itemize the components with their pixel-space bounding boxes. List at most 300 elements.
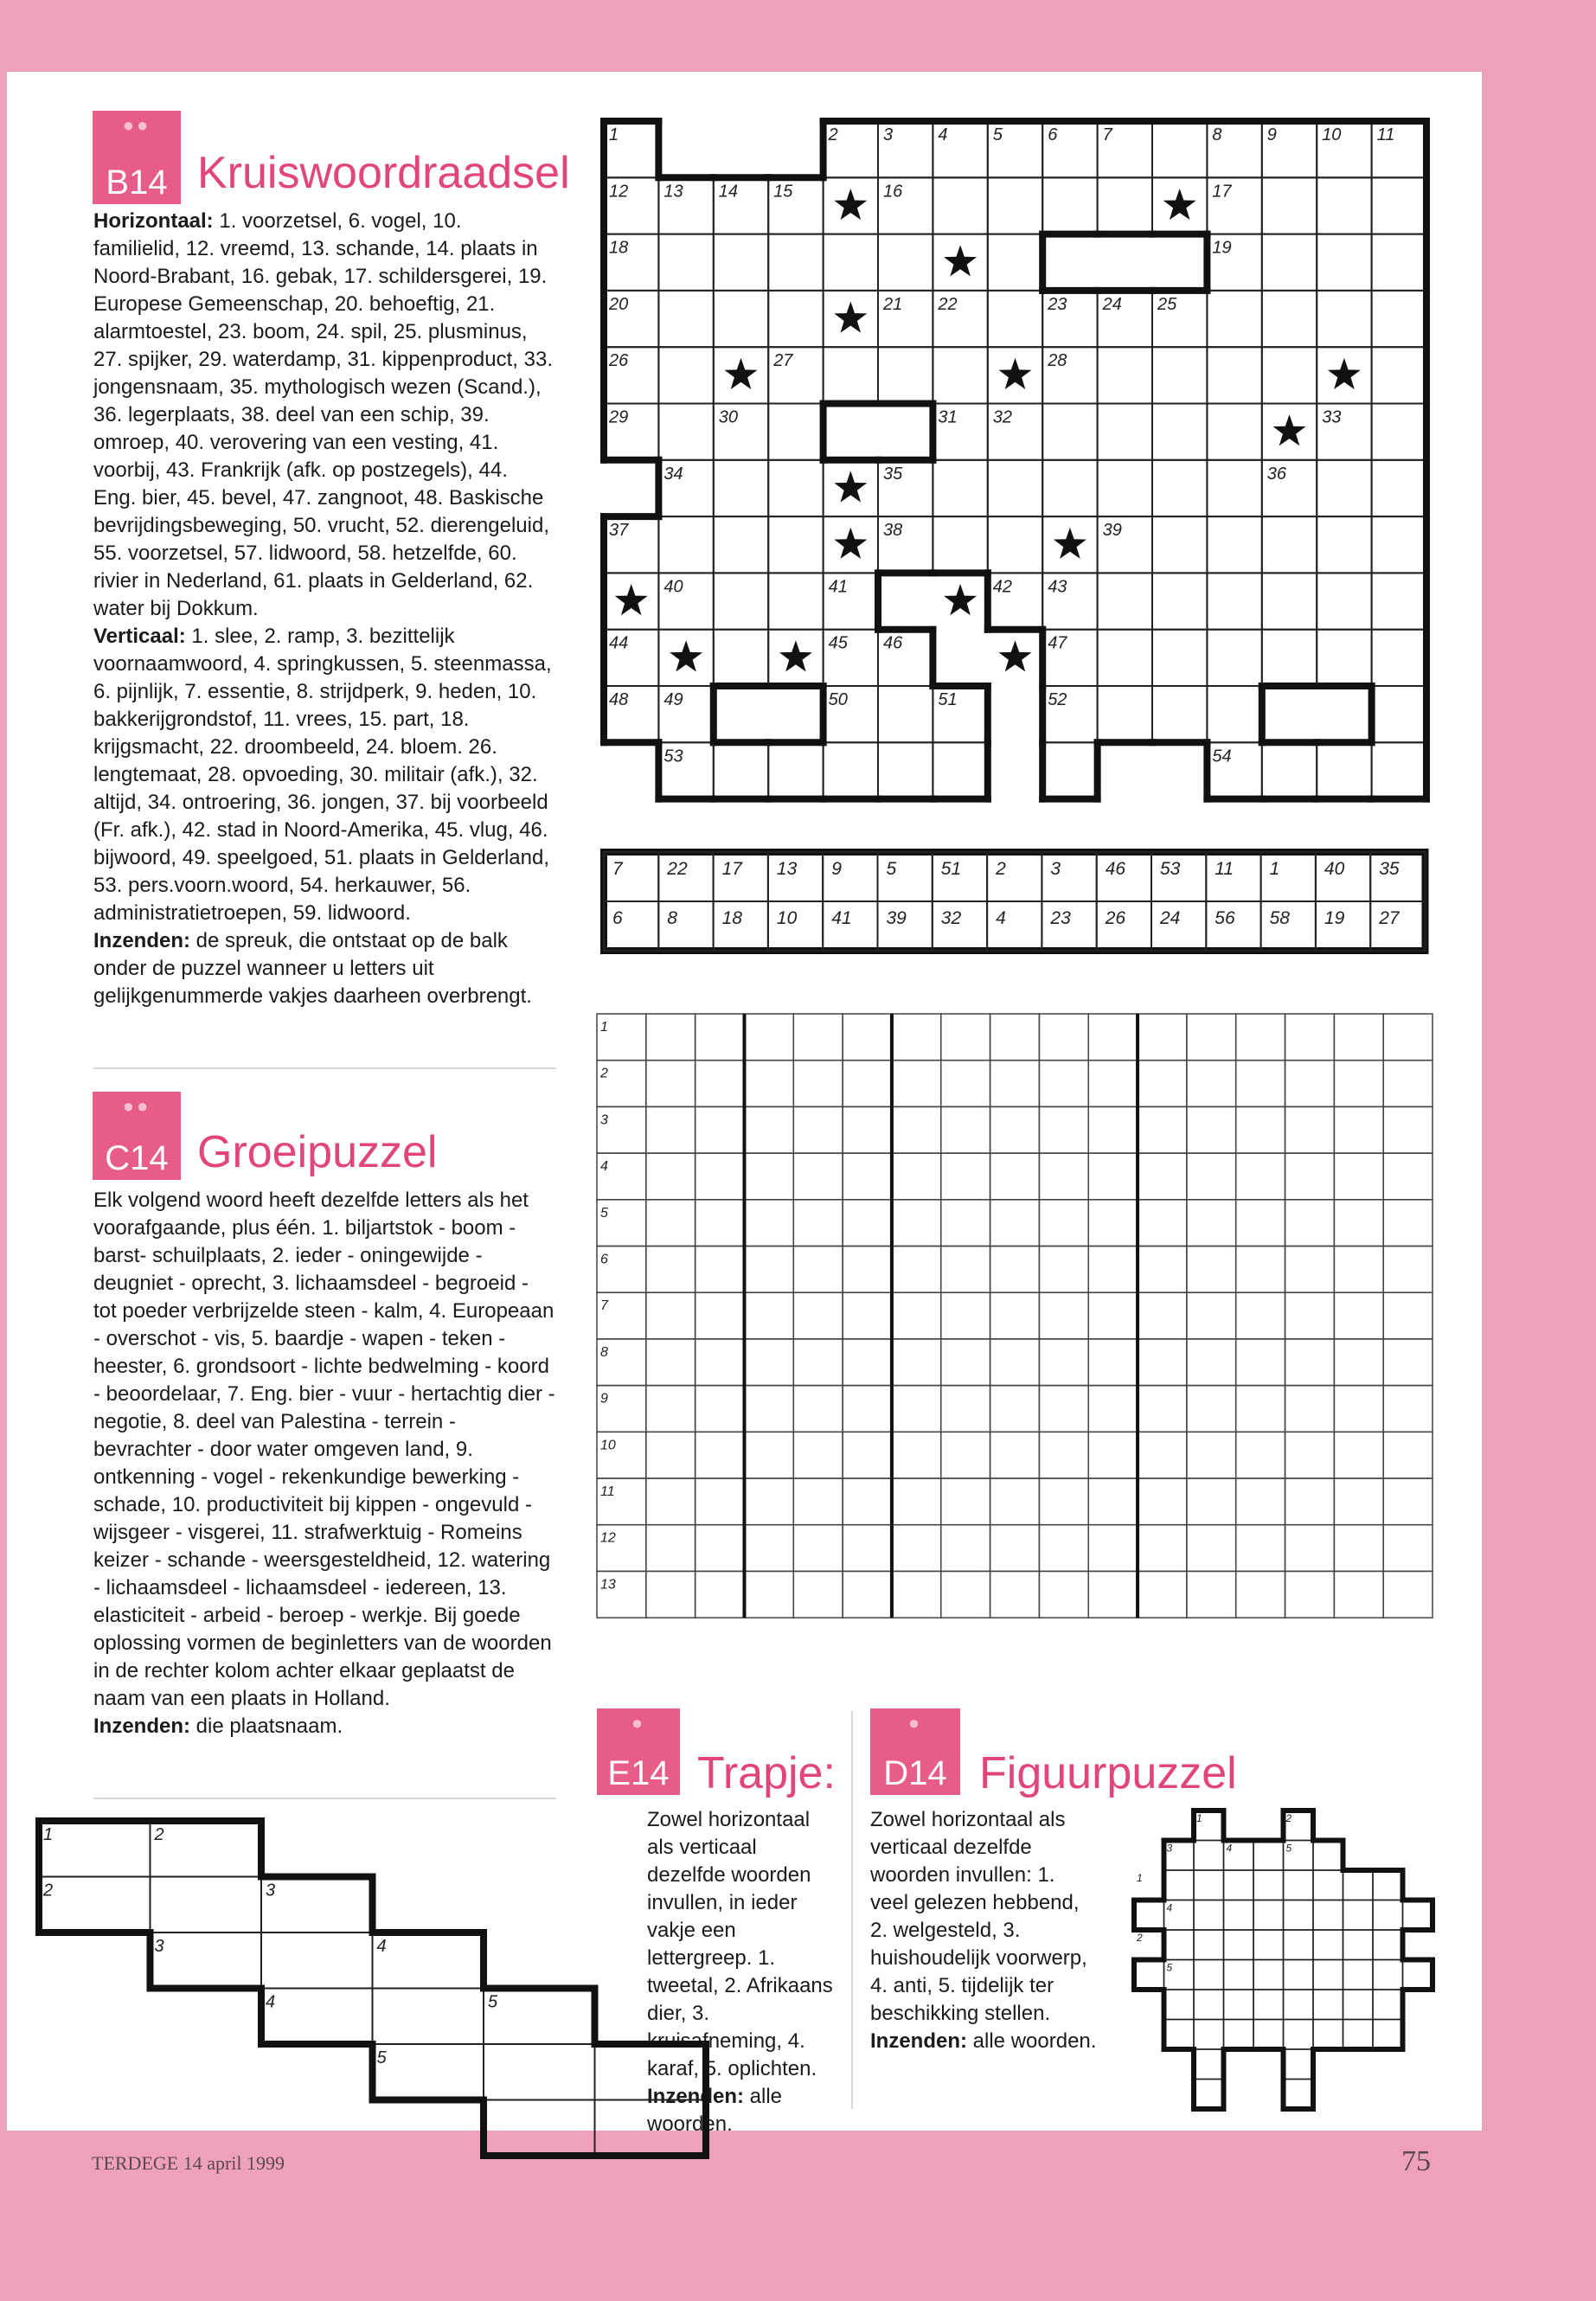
- clue-number: 5: [992, 125, 1003, 144]
- groei-cell: [1039, 1247, 1088, 1293]
- trap-cell: [261, 1877, 373, 1933]
- figuur-cell: [1253, 1930, 1284, 1960]
- e14-clues: Zowel horizontaal als verticaal dezelfde woorden invullen, in ieder vakje een lettergreep. 1. tweetal, 2. Afrikaans dier, 3. kruisafneming, 4. karaf, 5. oplichten.: [647, 1808, 833, 2080]
- groei-cell: [1039, 1339, 1088, 1386]
- row-number: 8: [600, 1344, 608, 1360]
- groei-cell: [744, 1106, 793, 1153]
- clue-number: 24: [1102, 294, 1122, 314]
- groei-cell: [1088, 1292, 1138, 1339]
- badge-dots: ●: [907, 1712, 923, 1734]
- groei-cell: [941, 1432, 990, 1478]
- groei-cell: [1383, 1106, 1433, 1153]
- grid-cell: [988, 234, 1042, 291]
- grid-cell: [1207, 630, 1261, 686]
- groei-cell: [990, 1061, 1040, 1107]
- figuur-cell: [1194, 2049, 1224, 2080]
- groei-cell: [1334, 1525, 1383, 1572]
- bar-number: 1: [1269, 859, 1280, 879]
- groei-cell: [990, 1478, 1040, 1525]
- groei-cell: [1088, 1478, 1138, 1525]
- groei-cell: [744, 1247, 793, 1293]
- clue-number: 39: [1102, 521, 1122, 541]
- groei-cell: [892, 1571, 941, 1618]
- groei-cell: [941, 1339, 990, 1386]
- groei-cell: [1039, 1200, 1088, 1247]
- clue-number: 49: [663, 690, 683, 709]
- groei-cell: [1088, 1386, 1138, 1433]
- groei-cell: [744, 1200, 793, 1247]
- grid-cell: [1372, 630, 1426, 686]
- clue-number: 44: [609, 633, 629, 653]
- groei-cell: [843, 1292, 892, 1339]
- row-number: 9: [600, 1391, 608, 1407]
- groei-cell: [1138, 1061, 1187, 1107]
- groei-cell: [1383, 1247, 1433, 1293]
- grid-cell: [1152, 516, 1207, 573]
- groei-cell: [990, 1014, 1040, 1061]
- groei-cell: [1383, 1292, 1433, 1339]
- bar-number: 23: [1050, 908, 1071, 928]
- clue-number: 1: [1137, 1872, 1143, 1884]
- groei-cell: [695, 1061, 745, 1107]
- groei-cell: [1039, 1432, 1088, 1478]
- bar-number: 46: [1105, 859, 1126, 879]
- verticaal-label: Verticaal:: [93, 625, 186, 648]
- star-icon: [944, 245, 977, 276]
- groei-cell: [1236, 1386, 1285, 1433]
- row-number: 6: [600, 1252, 608, 1267]
- bar-number: 35: [1379, 859, 1400, 879]
- groei-cell: [1088, 1061, 1138, 1107]
- grid-cell: [1042, 177, 1097, 234]
- groei-cell: [1088, 1014, 1138, 1061]
- groei-cell: [1285, 1061, 1335, 1107]
- groei-cell: [941, 1153, 990, 1200]
- groei-cell: [793, 1339, 843, 1386]
- row-number: 5: [600, 1205, 608, 1221]
- figuur-cell: [1343, 2020, 1374, 2050]
- bar-number: 56: [1215, 908, 1235, 928]
- inzenden-text: die plaatsnaam.: [195, 1715, 343, 1738]
- b14-title: Kruiswoordraadsel: [197, 148, 570, 198]
- figuur-cell: [1313, 1870, 1343, 1900]
- star-icon: [944, 584, 977, 615]
- groei-cell: [1285, 1153, 1335, 1200]
- groei-cell: [892, 1014, 941, 1061]
- groei-cell: [793, 1247, 843, 1293]
- grid-cell: [1098, 686, 1152, 742]
- groei-cell: [1088, 1106, 1138, 1153]
- figuur-cell: [1194, 1900, 1224, 1931]
- grid-cell: [658, 347, 713, 403]
- groei-cell: [1285, 1247, 1335, 1293]
- figuur-cell: [1284, 1990, 1314, 2020]
- groei-cell: [793, 1106, 843, 1153]
- groei-cell: [646, 1292, 695, 1339]
- grid-cell: [1042, 460, 1097, 516]
- clue-number: 3: [883, 125, 894, 144]
- groei-cell: [793, 1432, 843, 1478]
- groei-cell: [990, 1292, 1040, 1339]
- groei-cell: [843, 1200, 892, 1247]
- figuur-cell: [1373, 1960, 1403, 1990]
- figuur-cell: [1194, 1930, 1224, 1960]
- bar-number: 39: [886, 908, 907, 928]
- grid-cell: [824, 742, 878, 798]
- groei-cell: [695, 1432, 745, 1478]
- clue-number: 40: [663, 577, 683, 597]
- clue-number: 51: [938, 690, 958, 709]
- inzenden-text: alle woorden.: [647, 2085, 783, 2136]
- figuur-cell: [1313, 2020, 1343, 2050]
- clue-number: 25: [1157, 294, 1177, 314]
- bar-number: 18: [721, 908, 742, 928]
- groei-cell: [695, 1292, 745, 1339]
- star-icon: [1054, 528, 1086, 559]
- groei-cell: [1236, 1106, 1285, 1153]
- clue-number: 37: [609, 521, 629, 541]
- figuur-cell: [1224, 1960, 1254, 1990]
- groei-cell: [1138, 1386, 1187, 1433]
- groei-cell: [1334, 1106, 1383, 1153]
- grid-cell: [1152, 121, 1207, 177]
- groei-cell: [1088, 1525, 1138, 1572]
- groei-cell: [793, 1525, 843, 1572]
- grid-cell: [1152, 404, 1207, 460]
- groei-cell: [941, 1061, 990, 1107]
- footer-magazine: TERDEGE 14 april 1999: [92, 2152, 285, 2174]
- groei-cell: [695, 1247, 745, 1293]
- groei-cell: [1285, 1571, 1335, 1618]
- groei-cell: [1039, 1061, 1088, 1107]
- badge-code: B14: [106, 163, 168, 202]
- clue-number: 35: [883, 464, 903, 484]
- groei-cell: [1039, 1478, 1088, 1525]
- grid-cell: [768, 573, 823, 629]
- row-number: 13: [600, 1577, 616, 1593]
- figuur-cell: [1373, 2020, 1403, 2050]
- grid-cell: [1098, 630, 1152, 686]
- bar-number: 19: [1324, 908, 1345, 928]
- groei-cell: [744, 1153, 793, 1200]
- grid-cell: [933, 460, 987, 516]
- groei-cell: [1285, 1478, 1335, 1525]
- groei-cell: [793, 1153, 843, 1200]
- groei-cell: [744, 1061, 793, 1107]
- clue-number: 33: [1322, 407, 1342, 427]
- groei-cell: [1334, 1339, 1383, 1386]
- trap-cell: [151, 1932, 262, 1989]
- bar-number: 41: [831, 908, 852, 928]
- grid-cell: [1152, 347, 1207, 403]
- groei-cell: [646, 1247, 695, 1293]
- groei-cell: [892, 1525, 941, 1572]
- groei-cell: [1334, 1292, 1383, 1339]
- groei-cell: [1187, 1386, 1236, 1433]
- grid-cell: [714, 573, 768, 629]
- grid-cell: [658, 234, 713, 291]
- groei-cell: [744, 1478, 793, 1525]
- groei-cell: [744, 1014, 793, 1061]
- star-icon: [834, 528, 867, 559]
- figuur-cell: [1373, 1900, 1403, 1931]
- bar-number: 32: [940, 908, 962, 928]
- groei-cell: [1088, 1432, 1138, 1478]
- groei-cell: [892, 1200, 941, 1247]
- groei-cell: [1383, 1571, 1433, 1618]
- row-number: 2: [600, 1066, 608, 1081]
- star-icon: [1328, 358, 1361, 389]
- inzenden-label: Inzenden:: [93, 929, 190, 952]
- groei-cell: [1334, 1200, 1383, 1247]
- groei-cell: [1187, 1061, 1236, 1107]
- figuur-cell: [1253, 1960, 1284, 1990]
- groei-cell: [843, 1153, 892, 1200]
- star-icon: [615, 584, 648, 615]
- figuur-cell: [1343, 1900, 1374, 1931]
- bar-number: 26: [1105, 908, 1126, 928]
- groei-cell: [1138, 1247, 1187, 1293]
- groei-cell: [793, 1200, 843, 1247]
- grid-cell: [768, 234, 823, 291]
- bar-number: 7: [612, 859, 623, 879]
- groei-cell: [646, 1014, 695, 1061]
- groei-cell: [1088, 1339, 1138, 1386]
- groei-cell: [1187, 1478, 1236, 1525]
- d14-clues: Zowel horizontaal als verticaal dezelfde woorden invullen: 1. veel gelezen hebbend, 2. welgesteld, 3. huishoudelijk voorwerp, 4. anti, 5. tijdelijk ter beschikking stellen.: [870, 1808, 1087, 2025]
- figuur-cell: [1134, 1900, 1164, 1931]
- groei-cell: [1383, 1200, 1433, 1247]
- trapje-grid: [39, 1821, 706, 2156]
- grid-cell: [988, 177, 1042, 234]
- groei-cell: [892, 1292, 941, 1339]
- inzenden-label: Inzenden:: [647, 2085, 744, 2108]
- bar-number: 10: [776, 908, 798, 928]
- grid-cell: [714, 460, 768, 516]
- groei-cell: [1334, 1386, 1383, 1433]
- figuur-cell: [1373, 1930, 1403, 1960]
- groei-cell: [1383, 1061, 1433, 1107]
- clue-number: 12: [609, 182, 629, 202]
- groei-cell: [1285, 1386, 1335, 1433]
- grid-cell: [1317, 630, 1371, 686]
- groei-cell: [1285, 1200, 1335, 1247]
- groei-cell: [843, 1106, 892, 1153]
- groei-cell: [1187, 1339, 1236, 1386]
- grid-cell: [988, 516, 1042, 573]
- groei-cell: [646, 1386, 695, 1433]
- groei-cell: [646, 1106, 695, 1153]
- trap-cell: [484, 2100, 595, 2157]
- star-icon: [999, 358, 1032, 389]
- groei-cell: [744, 1386, 793, 1433]
- clue-number: 34: [663, 464, 683, 484]
- grid-cell: [1317, 460, 1371, 516]
- groei-cell: [1088, 1247, 1138, 1293]
- figuur-cell: [1224, 1900, 1254, 1931]
- clue-number: 1: [1196, 1812, 1202, 1824]
- groei-cell: [1334, 1153, 1383, 1200]
- clue-number: 5: [376, 2048, 387, 2067]
- trap-cell: [373, 2044, 484, 2100]
- groei-cell: [695, 1200, 745, 1247]
- groei-cell: [695, 1339, 745, 1386]
- clue-number: 45: [828, 633, 848, 653]
- grid-cell: [988, 291, 1042, 347]
- groei-cell: [892, 1106, 941, 1153]
- groei-cell: [892, 1061, 941, 1107]
- grid-cell: [1372, 686, 1426, 742]
- groei-cell: [646, 1153, 695, 1200]
- groei-cell: [1383, 1339, 1433, 1386]
- figuur-cell: [1284, 1930, 1314, 1960]
- grid-cell: [768, 460, 823, 516]
- grid-cell: [1262, 516, 1317, 573]
- grid-cell: [1317, 742, 1371, 798]
- figuur-cell: [1284, 2020, 1314, 2050]
- clue-number: 5: [488, 1992, 498, 2012]
- groei-cell: [892, 1432, 941, 1478]
- star-icon: [670, 640, 702, 671]
- bar-number: 5: [886, 859, 897, 879]
- figuur-cell: [1313, 1960, 1343, 1990]
- clue-number: 10: [1322, 125, 1342, 144]
- grid-cell: [1207, 460, 1261, 516]
- badge-dots: ●●: [122, 114, 151, 136]
- figuur-cell: [1194, 1960, 1224, 1990]
- c14-title: Groeipuzzel: [197, 1127, 438, 1177]
- groei-cell: [941, 1478, 990, 1525]
- clue-number: 54: [1212, 747, 1232, 766]
- star-icon: [834, 302, 867, 333]
- groei-cell: [1187, 1247, 1236, 1293]
- star-icon: [834, 189, 867, 220]
- grid-cell: [933, 516, 987, 573]
- figuur-cell: [1194, 2020, 1224, 2050]
- groei-cell: [941, 1106, 990, 1153]
- clue-number: 4: [1166, 1901, 1173, 1914]
- d14-title: Figuurpuzzel: [979, 1748, 1237, 1798]
- trap-cell: [151, 1877, 262, 1933]
- bar-number: 8: [667, 908, 677, 928]
- inzenden-label: Inzenden:: [93, 1715, 190, 1738]
- figuurpuzzel-grid: [1134, 1811, 1433, 2109]
- bar-number: 9: [831, 859, 842, 879]
- groei-cell: [1334, 1061, 1383, 1107]
- grid-cell: [1152, 460, 1207, 516]
- groei-cell: [843, 1061, 892, 1107]
- groei-cell: [941, 1571, 990, 1618]
- groei-cell: [1138, 1014, 1187, 1061]
- clue-number: 2: [828, 125, 838, 144]
- clue-number: 2: [1137, 1932, 1143, 1944]
- groei-cell: [990, 1247, 1040, 1293]
- trap-cell: [484, 1989, 595, 2045]
- figuur-cell: [1284, 2080, 1314, 2110]
- clue-number: 9: [1266, 125, 1277, 144]
- groei-cell: [990, 1432, 1040, 1478]
- groei-cell: [1138, 1339, 1187, 1386]
- grid-cell: [1042, 404, 1097, 460]
- groei-cell: [990, 1153, 1040, 1200]
- groei-cell: [1236, 1061, 1285, 1107]
- row-number: 1: [600, 1020, 608, 1035]
- trap-cell: [39, 1821, 151, 1877]
- trap-cell: [595, 2044, 707, 2100]
- clue-number: 47: [1048, 633, 1067, 653]
- figuur-cell: [1253, 1870, 1284, 1900]
- figuur-cell: [1194, 1990, 1224, 2020]
- grid-cell: [1372, 573, 1426, 629]
- clue-number: 3: [1166, 1842, 1173, 1855]
- clue-number: 48: [609, 690, 629, 709]
- badge-dots: ●●: [122, 1095, 151, 1117]
- grid-cell: [1207, 573, 1261, 629]
- groei-cell: [1285, 1432, 1335, 1478]
- groei-cell: [892, 1247, 941, 1293]
- grid-cell: [714, 742, 768, 798]
- clue-number: 3: [154, 1937, 164, 1956]
- groei-cell: [1383, 1478, 1433, 1525]
- figuur-cell: [1403, 1960, 1433, 1990]
- clue-number: 36: [1266, 464, 1287, 484]
- grid-cell: [878, 686, 933, 742]
- groei-cell: [892, 1339, 941, 1386]
- figuur-cell: [1284, 2049, 1314, 2080]
- groei-cell: [892, 1153, 941, 1200]
- star-icon: [779, 640, 812, 671]
- inzenden-label: Inzenden:: [870, 2029, 967, 2053]
- groei-cell: [695, 1478, 745, 1525]
- figuur-cell: [1373, 1870, 1403, 1900]
- groei-cell: [695, 1525, 745, 1572]
- groei-cell: [744, 1292, 793, 1339]
- grid-cell: [1207, 404, 1261, 460]
- groei-cell: [1187, 1525, 1236, 1572]
- clue-number: 52: [1048, 690, 1067, 709]
- grid-cell: [1372, 460, 1426, 516]
- groei-cell: [793, 1014, 843, 1061]
- groei-cell: [1187, 1014, 1236, 1061]
- groei-cell: [1187, 1106, 1236, 1153]
- figuur-cell: [1224, 2020, 1254, 2050]
- clue-number: 38: [883, 521, 903, 541]
- grid-cell: [1098, 347, 1152, 403]
- bar-number: 40: [1324, 859, 1345, 879]
- trap-cell: [373, 1932, 484, 1989]
- groei-cell: [990, 1339, 1040, 1386]
- groei-cell: [1039, 1014, 1088, 1061]
- figuur-cell: [1253, 2020, 1284, 2050]
- figuur-cell: [1284, 1870, 1314, 1900]
- clue-number: 21: [883, 294, 903, 314]
- bar-number: 13: [776, 859, 798, 879]
- bar-number: 53: [1160, 859, 1181, 879]
- grid-cell: [768, 742, 823, 798]
- groei-cell: [1187, 1200, 1236, 1247]
- grid-cell: [1098, 177, 1152, 234]
- figuur-cell: [1253, 1900, 1284, 1931]
- figuur-cell: [1313, 1990, 1343, 2020]
- clue-number: 29: [609, 407, 629, 427]
- figuur-cell: [1313, 1930, 1343, 1960]
- groei-cell: [1138, 1432, 1187, 1478]
- clue-number: 19: [1212, 238, 1232, 258]
- grid-cell: [1152, 630, 1207, 686]
- groei-cell: [843, 1014, 892, 1061]
- groei-cell: [744, 1339, 793, 1386]
- clue-number: 42: [992, 577, 1013, 597]
